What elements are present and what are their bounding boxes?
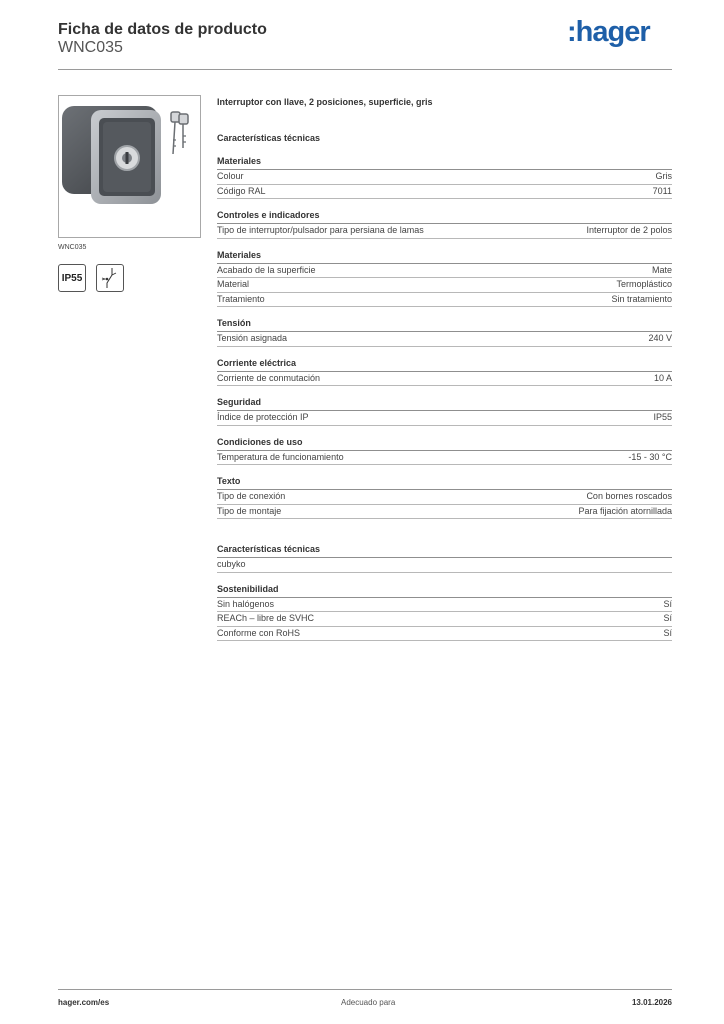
sustainability-group bbox=[217, 583, 672, 642]
spec-group-title: Sostenibilidad bbox=[217, 583, 672, 598]
spec-value: -15 - 30 °C bbox=[628, 451, 672, 462]
spec-value: Gris bbox=[655, 171, 672, 181]
image-caption: WNC035 bbox=[58, 244, 87, 251]
spec-label: Acabado de la superficie bbox=[217, 264, 316, 275]
spec-label: Tipo de conexión bbox=[217, 491, 286, 501]
spec-label: REACh – libre de SVHC bbox=[217, 613, 315, 623]
hager-logo-text: :hager bbox=[567, 16, 650, 48]
spec-row bbox=[217, 224, 672, 239]
spec-group bbox=[217, 436, 672, 466]
footer-date: 13.01.2026 bbox=[631, 998, 672, 1007]
footer-divider bbox=[58, 989, 672, 990]
header-divider bbox=[58, 69, 672, 70]
spec-label: cubyko bbox=[217, 559, 246, 569]
spec-value: Termoplástico bbox=[616, 279, 672, 289]
spec-value: Sin tratamiento bbox=[611, 293, 672, 304]
specification-content bbox=[217, 95, 672, 641]
spec-value: Mate bbox=[651, 264, 672, 275]
spec-row bbox=[217, 278, 672, 293]
spec-value: Para fijación atornillada bbox=[578, 505, 672, 516]
spec-value: Sí bbox=[663, 613, 672, 623]
hager-logo bbox=[567, 14, 659, 50]
two-position-switch-symbol-icon bbox=[96, 264, 124, 292]
spec-group bbox=[217, 209, 672, 239]
spec-group bbox=[217, 249, 672, 308]
spec-group bbox=[217, 155, 672, 199]
spec-group-title: Condiciones de uso bbox=[217, 436, 672, 451]
spec-label: Tipo de interruptor/pulsador para persiana de lamas bbox=[217, 225, 424, 235]
spec-row bbox=[217, 558, 672, 573]
spec-row bbox=[217, 411, 672, 426]
spec-value: Con bornes roscados bbox=[586, 491, 672, 501]
spec-group bbox=[217, 317, 672, 347]
page-title: Ficha de datos de producto bbox=[58, 21, 267, 38]
spec-group-title: Controles e indicadores bbox=[217, 209, 672, 224]
spec-value: 240 V bbox=[648, 333, 672, 343]
spec-label: Conforme con RoHS bbox=[217, 627, 301, 638]
spec-row bbox=[217, 170, 672, 185]
key-switch-illustration bbox=[59, 96, 200, 237]
spec-row bbox=[217, 612, 672, 627]
spec-value: 7011 bbox=[652, 185, 672, 196]
spec-label: Material bbox=[217, 279, 250, 289]
spec-group-title: Texto bbox=[217, 475, 672, 490]
spec-row bbox=[217, 490, 672, 505]
spec-row bbox=[217, 598, 672, 613]
spec-row bbox=[217, 505, 672, 520]
spec-row bbox=[217, 185, 672, 200]
spec-value: Sí bbox=[663, 598, 672, 609]
spec-group-title: Características técnicas bbox=[217, 543, 672, 558]
spec-label: Tipo de montaje bbox=[217, 505, 282, 516]
ip-rating-badge: IP55 bbox=[58, 264, 86, 292]
spec-group-title: Materiales bbox=[217, 249, 672, 264]
spec-value: Interruptor de 2 polos bbox=[586, 225, 672, 235]
spec-label: Temperatura de funcionamiento bbox=[217, 451, 344, 462]
spec-group bbox=[217, 543, 672, 573]
product-description: Interruptor con llave, 2 posiciones, superficie, gris bbox=[217, 97, 433, 107]
spec-group-title: Tensión bbox=[217, 317, 672, 332]
product-code-heading: WNC035 bbox=[58, 39, 123, 56]
spec-group-title: Materiales bbox=[217, 155, 672, 170]
spec-label: Sin halógenos bbox=[217, 598, 275, 609]
spec-label: Tratamiento bbox=[217, 293, 265, 304]
spec-value: IP55 bbox=[653, 412, 672, 422]
spec-group bbox=[217, 396, 672, 426]
spec-group-title: Seguridad bbox=[217, 396, 672, 411]
footer-website-link[interactable]: hager.com/es bbox=[58, 998, 110, 1007]
spec-row bbox=[217, 264, 672, 279]
spec-label: Corriente de conmutación bbox=[217, 372, 321, 383]
spec-group-title: Corriente eléctrica bbox=[217, 357, 672, 372]
spec-row bbox=[217, 451, 672, 466]
product-image bbox=[58, 95, 201, 238]
spec-row bbox=[217, 332, 672, 347]
spec-row bbox=[217, 372, 672, 387]
spec-label: Colour bbox=[217, 171, 244, 181]
technical-characteristics-heading: Características técnicas bbox=[217, 133, 321, 143]
spec-row bbox=[217, 627, 672, 642]
spec-row bbox=[217, 293, 672, 308]
spec-value: Sí bbox=[663, 627, 672, 638]
spec-label: Tensión asignada bbox=[217, 333, 288, 343]
spec-group bbox=[217, 475, 672, 519]
spec-group bbox=[217, 357, 672, 387]
footer-center-text: Adecuado para bbox=[341, 998, 396, 1007]
spec-label: Código RAL bbox=[217, 185, 266, 196]
spec-label: Índice de protección IP bbox=[217, 412, 309, 422]
spec-value: 10 A bbox=[653, 372, 672, 383]
